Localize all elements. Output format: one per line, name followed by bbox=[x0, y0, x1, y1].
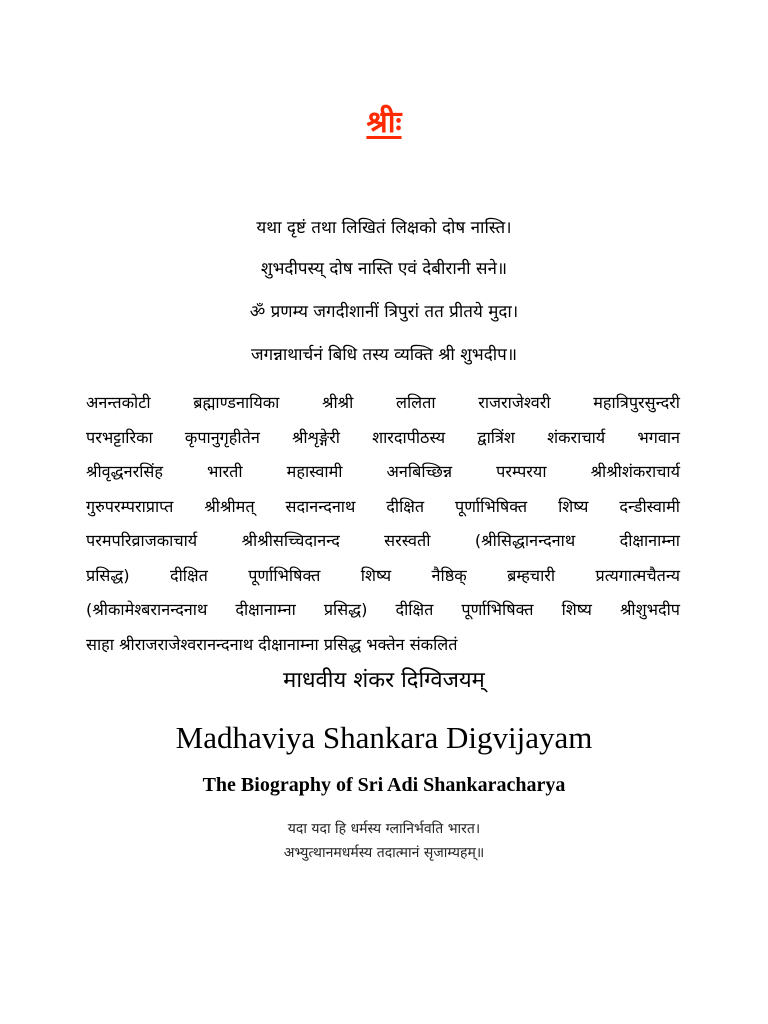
verse-line-2: शुभदीपस्य् दोष नास्ति एवं देबीरानी सने॥ bbox=[260, 259, 508, 279]
lineage-paragraph bbox=[86, 386, 680, 662]
english-title: Madhaviya Shankara Digvijayam bbox=[175, 720, 593, 755]
sanskrit-title: माधवीय शंकर दिग्विजयम् bbox=[283, 668, 485, 693]
verse-line-1: यथा दृष्टं तथा लिखितं लिक्षको दोष नास्ति। bbox=[256, 218, 512, 238]
gita-verse-line-2: अभ्युत्थानमधर्मस्य तदात्मानं सृजाम्यहम्॥ bbox=[283, 845, 485, 861]
verse-line-3: ॐ प्रणम्य जगदीशानीं त्रिपुरां तत प्रीतये मुदा। bbox=[249, 302, 519, 322]
paragraph-line: प्रसिद्ध) दीक्षित पूर्णाभिषिक्त शिष्य नैष्ठिक् ब्रम्हचारी प्रत्यगात्मचैतन्य bbox=[86, 565, 680, 585]
verse-line-4: जगन्नाथार्चनं बिधि तस्य व्यक्ति श्री शुभदीप॥ bbox=[250, 345, 518, 365]
paragraph-line: गुरुपरम्पराप्राप्त श्रीश्रीमत् सदानन्दनाथ दीक्षित पूर्णाभिषिक्त शिष्य दन्डीस्वामी bbox=[86, 496, 680, 516]
paragraph-line: (श्रीकामेश्बरानन्दनाथ दीक्षानाम्ना प्रसिद्ध) दीक्षित पूर्णाभिषिक्त शिष्य श्रीशुभदीप bbox=[86, 600, 680, 619]
english-subtitle: The Biography of Sri Adi Shankaracharya bbox=[202, 774, 566, 796]
shri-heading: श्रीः bbox=[366, 105, 402, 140]
paragraph-line: श्रीवृद्धनरसिंह भारती महास्वामी अनबिच्छिन्न परम्परया श्रीश्रीशंकराचार्य bbox=[86, 462, 680, 481]
paragraph-line: परभट्टारिका कृपानुगृहीतेन श्रीशृङ्गेरी शारदापीठस्य द्वात्रिंश शंकराचार्य भगवान bbox=[86, 427, 680, 447]
gita-verse-line-1: यदा यदा हि धर्मस्य ग्लानिर्भवति भारत। bbox=[287, 821, 481, 837]
paragraph-line: अनन्तकोटी ब्रह्माण्डनायिका श्रीश्री ललिता राजराजेश्वरी महात्रिपुरसुन्दरी bbox=[86, 393, 680, 412]
paragraph-line: परमपरिव्राजकाचार्य श्रीश्रीसच्चिदानन्द सरस्वती (श्रीसिद्धानन्दनाथ दीक्षानाम्ना bbox=[86, 531, 680, 550]
paragraph-line: साहा श्रीराजराजेश्वरानन्दनाथ दीक्षानाम्ना प्रसिद्ध भक्तेन संकलितं bbox=[86, 634, 458, 654]
